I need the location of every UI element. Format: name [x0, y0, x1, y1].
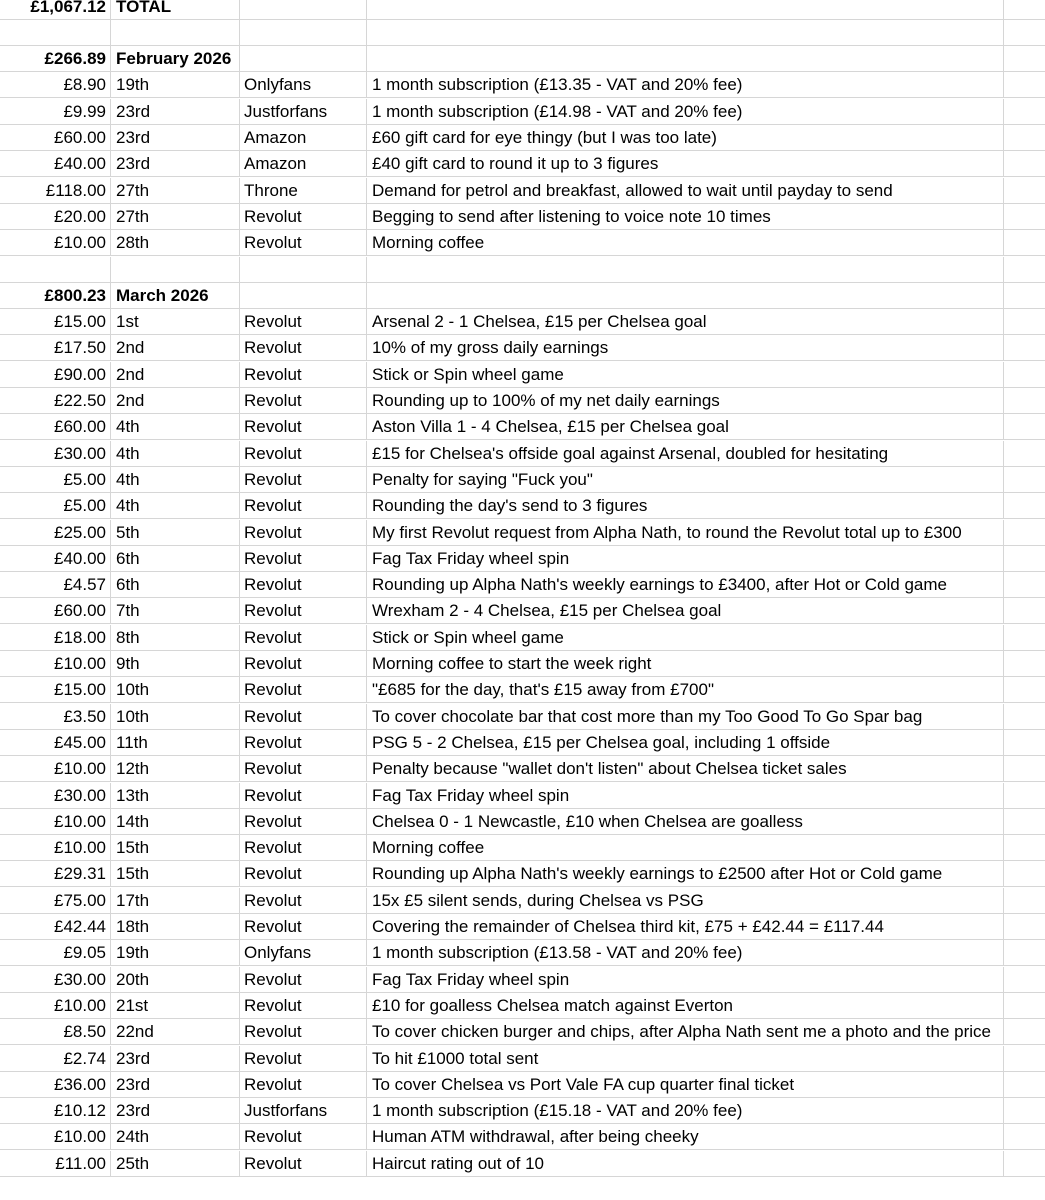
vendor-cell[interactable]: Revolut	[240, 993, 367, 1019]
amount-cell[interactable]: £10.00	[0, 809, 111, 835]
description-cell[interactable]: £15 for Chelsea's offside goal against Arsenal, doubled for hesitating	[367, 441, 1004, 467]
table-row	[0, 756, 1045, 782]
date-cell[interactable]: 23rd	[111, 125, 240, 151]
amount-cell[interactable]: £25.00	[0, 520, 111, 546]
description-cell[interactable]: "£685 for the day, that's £15 away from £700"	[367, 677, 1004, 703]
vendor-cell[interactable]	[240, 0, 367, 20]
date-cell[interactable]: 4th	[111, 441, 240, 467]
vendor-cell[interactable]: Revolut	[240, 704, 367, 730]
amount-cell[interactable]: £5.00	[0, 493, 111, 519]
vendor-cell[interactable]: Throne	[240, 178, 367, 204]
vendor-cell[interactable]: Revolut	[240, 520, 367, 546]
table-row	[0, 861, 1045, 887]
vendor-cell[interactable]: Revolut	[240, 625, 367, 651]
date-cell[interactable]: 28th	[111, 230, 240, 256]
vendor-cell[interactable]: Revolut	[240, 335, 367, 361]
vendor-cell[interactable]: Revolut	[240, 467, 367, 493]
empty-cell[interactable]	[1004, 1072, 1045, 1098]
empty-cell[interactable]	[1004, 677, 1045, 703]
description-cell[interactable]	[367, 46, 1004, 72]
vendor-cell[interactable]: Revolut	[240, 888, 367, 914]
amount-cell[interactable]: £30.00	[0, 441, 111, 467]
amount-cell[interactable]: £9.05	[0, 940, 111, 966]
amount-cell[interactable]: £10.00	[0, 993, 111, 1019]
date-cell[interactable]: 2nd	[111, 362, 240, 388]
description-cell[interactable]: £10 for goalless Chelsea match against Everton	[367, 993, 1004, 1019]
table-row	[0, 467, 1045, 493]
vendor-cell[interactable]: Revolut	[240, 835, 367, 861]
vendor-cell[interactable]: Revolut	[240, 1019, 367, 1045]
date-cell[interactable]: 15th	[111, 861, 240, 887]
table-row	[0, 441, 1045, 467]
amount-cell[interactable]: £4.57	[0, 572, 111, 598]
table-row	[0, 125, 1045, 151]
amount-cell[interactable]: £266.89	[0, 46, 111, 72]
vendor-cell[interactable]: Revolut	[240, 572, 367, 598]
date-cell[interactable]: 4th	[111, 414, 240, 440]
description-cell[interactable]: Morning coffee	[367, 835, 1004, 861]
description-cell[interactable]	[367, 20, 1004, 46]
empty-cell[interactable]	[1004, 20, 1045, 46]
date-cell[interactable]: 4th	[111, 467, 240, 493]
amount-cell[interactable]: £90.00	[0, 362, 111, 388]
empty-cell[interactable]	[1004, 730, 1045, 756]
description-cell[interactable]: Morning coffee to start the week right	[367, 651, 1004, 677]
vendor-cell[interactable]: Revolut	[240, 1046, 367, 1072]
table-row	[0, 967, 1045, 993]
table-row	[0, 783, 1045, 809]
empty-cell[interactable]	[1004, 914, 1045, 940]
description-cell[interactable]: PSG 5 - 2 Chelsea, £15 per Chelsea goal, including 1 offside	[367, 730, 1004, 756]
date-cell[interactable]: 14th	[111, 809, 240, 835]
description-cell[interactable]: Human ATM withdrawal, after being cheeky	[367, 1124, 1004, 1150]
vendor-cell[interactable]: Revolut	[240, 493, 367, 519]
vendor-cell[interactable]: Revolut	[240, 1124, 367, 1150]
vendor-cell[interactable]: Amazon	[240, 151, 367, 177]
description-cell[interactable]: To cover chicken burger and chips, after Alpha Nath sent me a photo and the price	[367, 1019, 1004, 1045]
description-cell[interactable]: Fag Tax Friday wheel spin	[367, 783, 1004, 809]
table-row	[0, 204, 1045, 230]
table-row	[0, 493, 1045, 519]
date-cell[interactable]: 25th	[111, 1151, 240, 1177]
description-cell[interactable]: To cover Chelsea vs Port Vale FA cup quarter final ticket	[367, 1072, 1004, 1098]
amount-cell[interactable]: £40.00	[0, 151, 111, 177]
description-cell[interactable]: Stick or Spin wheel game	[367, 625, 1004, 651]
vendor-cell[interactable]: Revolut	[240, 861, 367, 887]
description-cell[interactable]: Rounding up Alpha Nath's weekly earnings to £2500 after Hot or Cold game	[367, 861, 1004, 887]
empty-cell[interactable]	[1004, 441, 1045, 467]
amount-cell[interactable]: £20.00	[0, 204, 111, 230]
description-cell[interactable]: Chelsea 0 - 1 Newcastle, £10 when Chelsea are goalless	[367, 809, 1004, 835]
table-row	[0, 598, 1045, 624]
description-cell[interactable]: Fag Tax Friday wheel spin	[367, 546, 1004, 572]
vendor-cell[interactable]: Revolut	[240, 1151, 367, 1177]
amount-cell[interactable]: £10.00	[0, 230, 111, 256]
empty-cell[interactable]	[1004, 72, 1045, 98]
amount-cell[interactable]: £15.00	[0, 677, 111, 703]
table-row	[0, 388, 1045, 414]
empty-cell[interactable]	[1004, 335, 1045, 361]
empty-cell[interactable]	[1004, 783, 1045, 809]
table-row	[0, 835, 1045, 861]
table-row	[0, 993, 1045, 1019]
description-cell[interactable]: Penalty for saying "Fuck you"	[367, 467, 1004, 493]
empty-cell[interactable]	[1004, 546, 1045, 572]
date-cell[interactable]: March 2026	[111, 283, 240, 309]
total-row	[0, 0, 1045, 20]
amount-cell[interactable]: £22.50	[0, 388, 111, 414]
date-cell[interactable]: 6th	[111, 546, 240, 572]
empty-cell[interactable]	[1004, 414, 1045, 440]
description-cell[interactable]: Wrexham 2 - 4 Chelsea, £15 per Chelsea goal	[367, 598, 1004, 624]
empty-cell[interactable]	[1004, 257, 1045, 283]
date-cell[interactable]: 9th	[111, 651, 240, 677]
date-cell[interactable]: 24th	[111, 1124, 240, 1150]
empty-cell[interactable]	[1004, 940, 1045, 966]
amount-cell[interactable]: £30.00	[0, 783, 111, 809]
vendor-cell[interactable]: Revolut	[240, 204, 367, 230]
amount-cell[interactable]: £800.23	[0, 283, 111, 309]
amount-cell[interactable]: £8.90	[0, 72, 111, 98]
description-cell[interactable]: Arsenal 2 - 1 Chelsea, £15 per Chelsea goal	[367, 309, 1004, 335]
empty-cell[interactable]	[1004, 0, 1045, 20]
vendor-cell[interactable]	[240, 20, 367, 46]
table-row	[0, 677, 1045, 703]
amount-cell[interactable]: £29.31	[0, 861, 111, 887]
empty-cell[interactable]	[1004, 809, 1045, 835]
empty-cell[interactable]	[1004, 283, 1045, 309]
empty-cell[interactable]	[1004, 651, 1045, 677]
empty-cell[interactable]	[1004, 1098, 1045, 1124]
date-cell[interactable]: 7th	[111, 598, 240, 624]
empty-cell[interactable]	[1004, 151, 1045, 177]
date-cell[interactable]: 23rd	[111, 151, 240, 177]
vendor-cell[interactable]: Revolut	[240, 730, 367, 756]
table-row	[0, 1151, 1045, 1177]
amount-cell[interactable]: £2.74	[0, 1046, 111, 1072]
table-row	[0, 546, 1045, 572]
description-cell[interactable]: Begging to send after listening to voice note 10 times	[367, 204, 1004, 230]
table-row	[0, 1046, 1045, 1072]
vendor-cell[interactable]	[240, 257, 367, 283]
month-header-row	[0, 283, 1045, 309]
table-row	[0, 1019, 1045, 1045]
description-cell[interactable]: Aston Villa 1 - 4 Chelsea, £15 per Chelsea goal	[367, 414, 1004, 440]
amount-cell[interactable]: £40.00	[0, 546, 111, 572]
date-cell[interactable]: 21st	[111, 993, 240, 1019]
date-cell[interactable]: 6th	[111, 572, 240, 598]
empty-cell[interactable]	[1004, 125, 1045, 151]
vendor-cell[interactable]: Justforfans	[240, 99, 367, 125]
description-cell[interactable]: Rounding up Alpha Nath's weekly earnings to £3400, after Hot or Cold game	[367, 572, 1004, 598]
amount-cell[interactable]: £5.00	[0, 467, 111, 493]
empty-cell[interactable]	[1004, 993, 1045, 1019]
table-row	[0, 151, 1045, 177]
empty-cell[interactable]	[1004, 1124, 1045, 1150]
empty-cell[interactable]	[1004, 756, 1045, 782]
description-cell[interactable]: Rounding the day's send to 3 figures	[367, 493, 1004, 519]
date-cell[interactable]: 23rd	[111, 1072, 240, 1098]
date-cell[interactable]: 10th	[111, 704, 240, 730]
vendor-cell[interactable]: Revolut	[240, 546, 367, 572]
date-cell[interactable]: 22nd	[111, 1019, 240, 1045]
amount-cell[interactable]: £10.00	[0, 835, 111, 861]
amount-cell[interactable]: £75.00	[0, 888, 111, 914]
table-row	[0, 809, 1045, 835]
description-cell[interactable]: 15x £5 silent sends, during Chelsea vs PSG	[367, 888, 1004, 914]
table-row	[0, 362, 1045, 388]
amount-cell[interactable]: £10.00	[0, 756, 111, 782]
date-cell[interactable]: 2nd	[111, 335, 240, 361]
empty-cell[interactable]	[1004, 967, 1045, 993]
amount-cell[interactable]: £18.00	[0, 625, 111, 651]
amount-cell[interactable]: £10.12	[0, 1098, 111, 1124]
description-cell[interactable]: Haircut rating out of 10	[367, 1151, 1004, 1177]
vendor-cell[interactable]: Revolut	[240, 967, 367, 993]
description-cell[interactable]: Morning coffee	[367, 230, 1004, 256]
date-cell[interactable]: 27th	[111, 178, 240, 204]
table-row	[0, 625, 1045, 651]
date-cell[interactable]: 5th	[111, 520, 240, 546]
empty-cell[interactable]	[1004, 204, 1045, 230]
amount-cell[interactable]: £11.00	[0, 1151, 111, 1177]
empty-cell[interactable]	[1004, 888, 1045, 914]
table-row	[0, 230, 1045, 256]
date-cell[interactable]: 17th	[111, 888, 240, 914]
amount-cell[interactable]: £3.50	[0, 704, 111, 730]
date-cell[interactable]: 20th	[111, 967, 240, 993]
vendor-cell[interactable]: Revolut	[240, 809, 367, 835]
table-row	[0, 72, 1045, 98]
amount-cell[interactable]: £9.99	[0, 99, 111, 125]
amount-cell[interactable]: £1,067.12	[0, 0, 111, 20]
date-cell[interactable]: 11th	[111, 730, 240, 756]
table-row	[0, 914, 1045, 940]
amount-cell[interactable]: £60.00	[0, 125, 111, 151]
empty-cell[interactable]	[1004, 1046, 1045, 1072]
description-cell[interactable]: Covering the remainder of Chelsea third kit, £75 + £42.44 = £117.44	[367, 914, 1004, 940]
table-row	[0, 730, 1045, 756]
empty-cell[interactable]	[1004, 1151, 1045, 1177]
empty-cell[interactable]	[1004, 388, 1045, 414]
date-cell[interactable]	[111, 20, 240, 46]
amount-cell[interactable]: £60.00	[0, 414, 111, 440]
date-cell[interactable]: 12th	[111, 756, 240, 782]
date-cell[interactable]: 23rd	[111, 99, 240, 125]
vendor-cell[interactable]: Onlyfans	[240, 940, 367, 966]
vendor-cell[interactable]: Revolut	[240, 362, 367, 388]
table-row	[0, 414, 1045, 440]
empty-cell[interactable]	[1004, 520, 1045, 546]
table-row	[0, 888, 1045, 914]
vendor-cell[interactable]: Onlyfans	[240, 72, 367, 98]
description-cell[interactable]: Rounding up to 100% of my net daily earnings	[367, 388, 1004, 414]
vendor-cell[interactable]: Revolut	[240, 1072, 367, 1098]
description-cell[interactable]: Stick or Spin wheel game	[367, 362, 1004, 388]
description-cell[interactable]: Demand for petrol and breakfast, allowed to wait until payday to send	[367, 178, 1004, 204]
description-cell[interactable]: Fag Tax Friday wheel spin	[367, 967, 1004, 993]
date-cell[interactable]: 23rd	[111, 1046, 240, 1072]
description-cell[interactable]	[367, 0, 1004, 20]
table-row	[0, 1098, 1045, 1124]
empty-cell[interactable]	[1004, 230, 1045, 256]
date-cell[interactable]: 27th	[111, 204, 240, 230]
amount-cell[interactable]: £36.00	[0, 1072, 111, 1098]
date-cell[interactable]	[111, 257, 240, 283]
table-row	[0, 309, 1045, 335]
amount-cell[interactable]	[0, 257, 111, 283]
vendor-cell[interactable]: Amazon	[240, 125, 367, 151]
vendor-cell[interactable]: Revolut	[240, 598, 367, 624]
empty-cell[interactable]	[1004, 625, 1045, 651]
amount-cell[interactable]: £45.00	[0, 730, 111, 756]
description-cell[interactable]	[367, 257, 1004, 283]
table-row	[0, 572, 1045, 598]
empty-cell[interactable]	[1004, 46, 1045, 72]
amount-cell[interactable]	[0, 20, 111, 46]
vendor-cell[interactable]: Revolut	[240, 914, 367, 940]
blank-row	[0, 257, 1045, 283]
description-cell[interactable]: 1 month subscription (£13.58 - VAT and 20% fee)	[367, 940, 1004, 966]
date-cell[interactable]: 19th	[111, 72, 240, 98]
date-cell[interactable]: 19th	[111, 940, 240, 966]
vendor-cell[interactable]	[240, 46, 367, 72]
description-cell[interactable]: Penalty because "wallet don't listen" about Chelsea ticket sales	[367, 756, 1004, 782]
vendor-cell[interactable]: Revolut	[240, 441, 367, 467]
description-cell[interactable]: £60 gift card for eye thingy (but I was too late)	[367, 125, 1004, 151]
description-cell[interactable]: £40 gift card to round it up to 3 figures	[367, 151, 1004, 177]
table-row	[0, 520, 1045, 546]
empty-cell[interactable]	[1004, 598, 1045, 624]
empty-cell[interactable]	[1004, 493, 1045, 519]
description-cell[interactable]: 1 month subscription (£14.98 - VAT and 20% fee)	[367, 99, 1004, 125]
empty-cell[interactable]	[1004, 861, 1045, 887]
table-row	[0, 651, 1045, 677]
date-cell[interactable]: 10th	[111, 677, 240, 703]
vendor-cell[interactable]	[240, 283, 367, 309]
amount-cell[interactable]: £30.00	[0, 967, 111, 993]
date-cell[interactable]: 8th	[111, 625, 240, 651]
blank-row	[0, 20, 1045, 46]
empty-cell[interactable]	[1004, 178, 1045, 204]
date-cell[interactable]: 18th	[111, 914, 240, 940]
vendor-cell[interactable]: Revolut	[240, 388, 367, 414]
description-cell[interactable]: To hit £1000 total sent	[367, 1046, 1004, 1072]
table-row	[0, 940, 1045, 966]
date-cell[interactable]: 13th	[111, 783, 240, 809]
empty-cell[interactable]	[1004, 362, 1045, 388]
description-cell[interactable]	[367, 283, 1004, 309]
vendor-cell[interactable]: Revolut	[240, 651, 367, 677]
amount-cell[interactable]: £15.00	[0, 309, 111, 335]
empty-cell[interactable]	[1004, 704, 1045, 730]
date-cell[interactable]: 23rd	[111, 1098, 240, 1124]
table-row	[0, 1072, 1045, 1098]
table-row	[0, 1124, 1045, 1150]
date-cell[interactable]: TOTAL	[111, 0, 240, 20]
vendor-cell[interactable]: Revolut	[240, 756, 367, 782]
amount-cell[interactable]: £17.50	[0, 335, 111, 361]
vendor-cell[interactable]: Revolut	[240, 309, 367, 335]
date-cell[interactable]: 15th	[111, 835, 240, 861]
vendor-cell[interactable]: Revolut	[240, 677, 367, 703]
vendor-cell[interactable]: Revolut	[240, 783, 367, 809]
amount-cell[interactable]: £60.00	[0, 598, 111, 624]
table-row	[0, 335, 1045, 361]
amount-cell[interactable]: £118.00	[0, 178, 111, 204]
amount-cell[interactable]: £10.00	[0, 651, 111, 677]
table-row	[0, 99, 1045, 125]
month-header-row	[0, 46, 1045, 72]
empty-cell[interactable]	[1004, 99, 1045, 125]
description-cell[interactable]: 1 month subscription (£15.18 - VAT and 20% fee)	[367, 1098, 1004, 1124]
description-cell[interactable]: My first Revolut request from Alpha Nath, to round the Revolut total up to £300	[367, 520, 1004, 546]
vendor-cell[interactable]: Justforfans	[240, 1098, 367, 1124]
description-cell[interactable]: 10% of my gross daily earnings	[367, 335, 1004, 361]
table-row	[0, 704, 1045, 730]
description-cell[interactable]: To cover chocolate bar that cost more than my Too Good To Go Spar bag	[367, 704, 1004, 730]
table-row	[0, 178, 1045, 204]
empty-cell[interactable]	[1004, 572, 1045, 598]
vendor-cell[interactable]: Revolut	[240, 414, 367, 440]
empty-cell[interactable]	[1004, 835, 1045, 861]
amount-cell[interactable]: £10.00	[0, 1124, 111, 1150]
date-cell[interactable]: February 2026	[111, 46, 240, 72]
date-cell[interactable]: 1st	[111, 309, 240, 335]
empty-cell[interactable]	[1004, 309, 1045, 335]
description-cell[interactable]: 1 month subscription (£13.35 - VAT and 20% fee)	[367, 72, 1004, 98]
amount-cell[interactable]: £42.44	[0, 914, 111, 940]
empty-cell[interactable]	[1004, 467, 1045, 493]
amount-cell[interactable]: £8.50	[0, 1019, 111, 1045]
date-cell[interactable]: 2nd	[111, 388, 240, 414]
vendor-cell[interactable]: Revolut	[240, 230, 367, 256]
date-cell[interactable]: 4th	[111, 493, 240, 519]
empty-cell[interactable]	[1004, 1019, 1045, 1045]
